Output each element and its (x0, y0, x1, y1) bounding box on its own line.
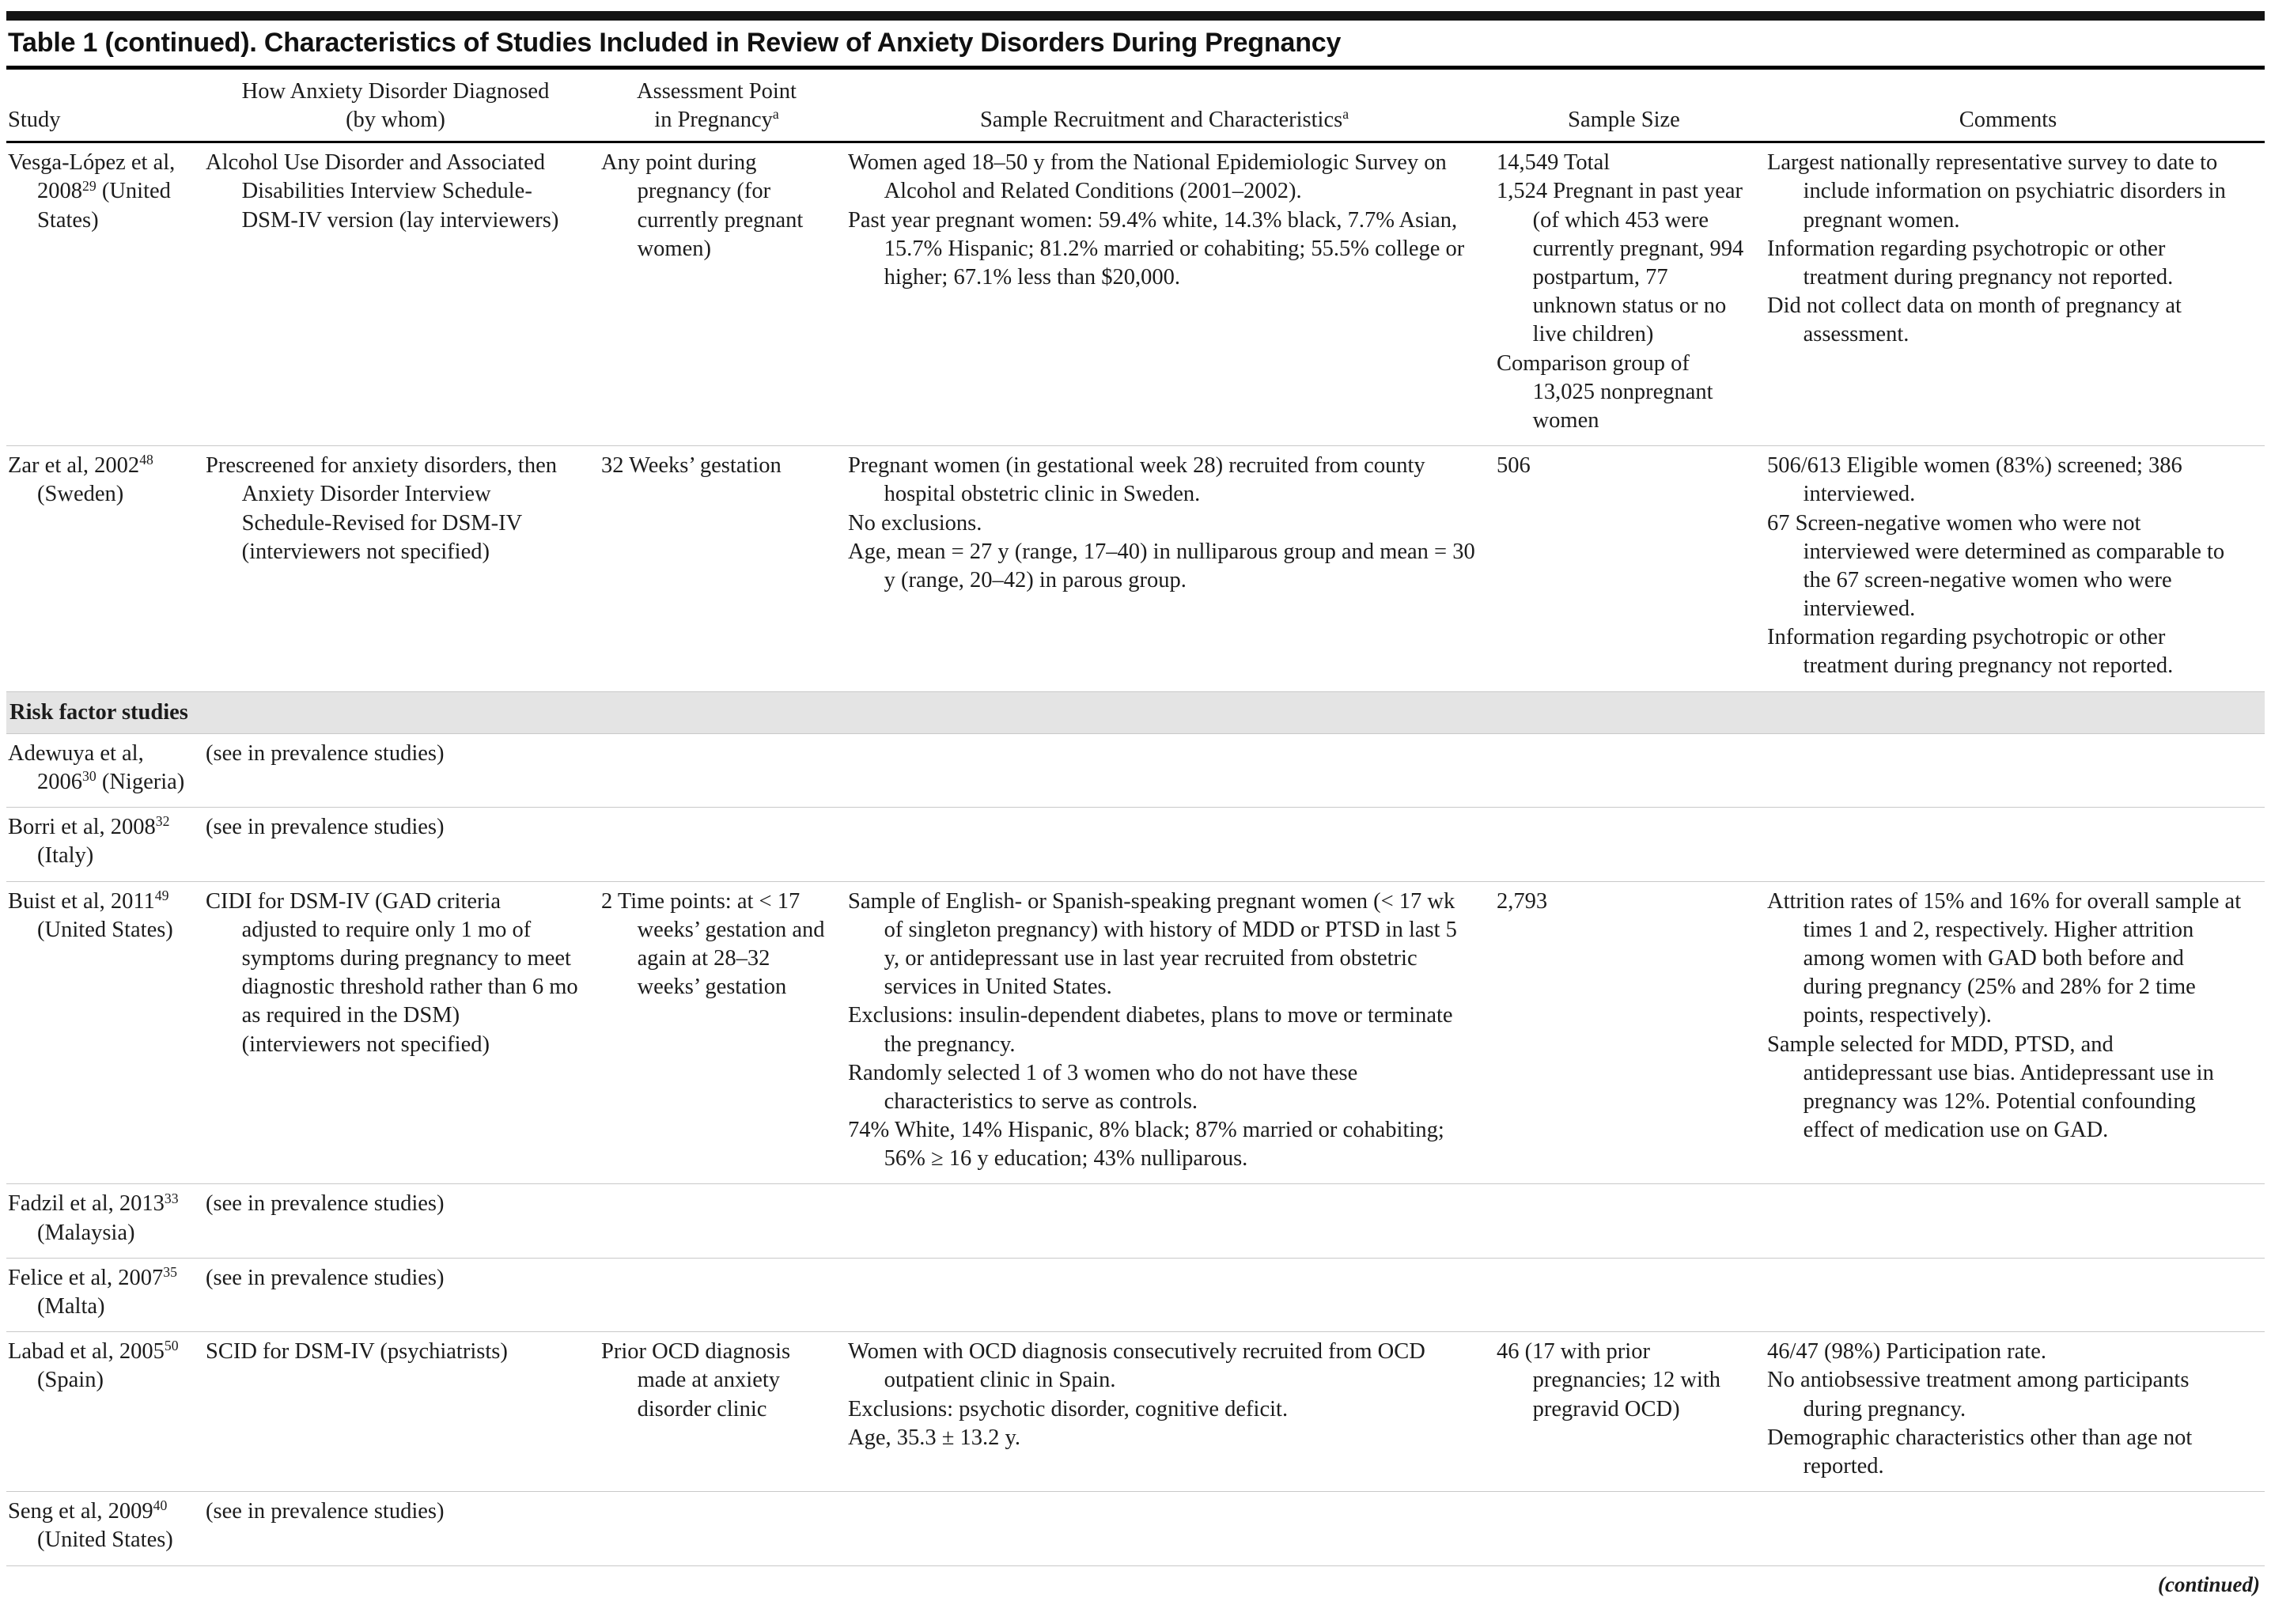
table-header (6, 70, 2265, 142)
cell-study (6, 1258, 206, 1331)
cell-comments (1767, 1184, 2265, 1258)
cell-sample_size (1497, 1184, 1767, 1258)
text-run: Borri et al, 2008 (8, 815, 156, 840)
text-run: (Spain) (37, 1368, 104, 1393)
text-run: (see in prevalence studies) (206, 1499, 445, 1524)
paragraph (601, 149, 827, 263)
header-line (601, 106, 832, 134)
cell-assessment (601, 881, 848, 1184)
cell-assessment (601, 733, 848, 807)
cell-recruitment (848, 1492, 1497, 1565)
header-line (206, 106, 585, 134)
superscript: 49 (154, 887, 169, 903)
text-run: SCID for (206, 1339, 295, 1365)
text-run: 14,549 Total (1497, 150, 1611, 176)
paragraph (601, 452, 827, 480)
text-run: No antiobsessive treatment among participants during pregnancy. (1767, 1368, 2190, 1421)
cell-study (6, 142, 206, 446)
paragraph (1497, 452, 1747, 480)
section-row (6, 691, 2265, 733)
text-run: Past year pregnant women: 59.4% white, 14.3% black, 7.7% Asian, 15.7% Hispanic; 81.2% married or cohabiting; 55.5% college or higher; 67.1% less than $20,000. (848, 207, 1465, 290)
paragraph (848, 149, 1476, 206)
paragraph (8, 1338, 198, 1395)
text-run: Pregnant women (in gestational week 28) recruited from county hospital obstetric clinic in Sweden. (848, 453, 1425, 507)
cell-diagnosed (206, 733, 601, 807)
text-run: Prescreened for anxiety disorders, then Anxiety Disorder Interview Schedule-Revised for (206, 453, 557, 536)
cell-study (6, 733, 206, 807)
cell-assessment (601, 446, 848, 692)
text-run: Prior OCD diagnosis made at anxiety disorder clinic (601, 1339, 791, 1421)
superscript: 30 (82, 768, 97, 785)
paragraph (8, 1497, 198, 1554)
text-run: Information regarding psychotropic or other treatment during pregnancy not reported. (1767, 625, 2174, 679)
italic-text: DSM-IV (441, 510, 522, 536)
header-line (1497, 106, 1751, 134)
paragraph (1767, 292, 2244, 349)
paragraph (206, 1497, 581, 1526)
paragraph (848, 206, 1476, 293)
cell-study (6, 1184, 206, 1258)
header-line (206, 78, 585, 106)
column-header-diagnosed (206, 70, 601, 142)
paragraph (1497, 149, 1747, 177)
paragraph (848, 1424, 1476, 1452)
cell-assessment (601, 1332, 848, 1492)
cell-comments (1767, 1258, 2265, 1331)
paragraph (206, 888, 581, 1059)
cell-recruitment (848, 142, 1497, 446)
text-run: Information regarding psychotropic or other treatment during pregnancy not reported. (1767, 236, 2174, 290)
paragraph (848, 1395, 1476, 1424)
paragraph (848, 1001, 1476, 1058)
paragraph (848, 538, 1476, 595)
table-row (6, 1492, 2265, 1565)
paragraph (601, 1338, 827, 1424)
table-row (6, 142, 2265, 446)
studies-table (6, 70, 2265, 1565)
paragraph (848, 1338, 1476, 1395)
table-row (6, 881, 2265, 1184)
text-run: Exclusions: insulin-dependent diabetes, plans to move or terminate the pregnancy. (848, 1003, 1453, 1057)
cell-assessment (601, 808, 848, 881)
superscript: a (1342, 105, 1349, 122)
cell-recruitment (848, 733, 1497, 807)
text-run: Seng et al, 2009 (8, 1499, 153, 1524)
cell-assessment (601, 142, 848, 446)
text-run: 2,793 (1497, 888, 1548, 914)
paragraph (848, 452, 1476, 509)
text-run: (see in prevalence studies) (206, 1191, 445, 1217)
paragraph (848, 1116, 1476, 1173)
text-run: Any point during pregnancy (for currently pregnant women) (601, 150, 804, 261)
cell-diagnosed (206, 1184, 601, 1258)
cell-recruitment (848, 1184, 1497, 1258)
text-run: Vesga-López et al, 2008 (8, 150, 176, 204)
paragraph (206, 813, 581, 842)
text-run: Alcohol Use Disorder and Associated Disabilities Interview Schedule- (206, 150, 545, 204)
cell-diagnosed (206, 881, 601, 1184)
cell-sample_size (1497, 1492, 1767, 1565)
paragraph (8, 1264, 198, 1321)
text-run: Assessment Point (637, 79, 797, 104)
text-run: Felice et al, 2007 (8, 1265, 164, 1290)
text-run: 74% White, 14% Hispanic, 8% black; 87% married or cohabiting; 56% ≥ 16 y education; 43% nulliparous. (848, 1118, 1444, 1172)
text-run: Adewuya et al, 2006 (8, 740, 144, 794)
paragraph (848, 888, 1476, 1002)
cell-sample_size (1497, 446, 1767, 692)
superscript: 50 (164, 1338, 179, 1354)
superscript: 33 (164, 1190, 179, 1206)
paragraph (1767, 888, 2244, 1031)
text-run: Demographic characteristics other than age not reported. (1767, 1425, 2193, 1478)
paragraph (1767, 1031, 2244, 1145)
text-run: (see in prevalence studies) (206, 1265, 445, 1290)
text-run: Randomly selected 1 of 3 women who do not have these characteristics to serve as controls. (848, 1060, 1358, 1114)
italic-text: DSM-IV (290, 888, 369, 914)
text-run: Sample Size (1568, 107, 1680, 132)
paragraph (1497, 177, 1747, 349)
paragraph (1497, 1338, 1747, 1424)
cell-comments (1767, 1332, 2265, 1492)
cell-study (6, 808, 206, 881)
cell-comments (1767, 142, 2265, 446)
paragraph (601, 888, 827, 1002)
cell-comments (1767, 446, 2265, 692)
text-run: (Nigeria) (96, 770, 185, 794)
text-run: Age, 35.3 ± 13.2 y. (848, 1425, 1021, 1450)
header-line (1767, 106, 2249, 134)
header-line (8, 106, 190, 134)
paragraph (1767, 509, 2244, 624)
text-run: version (lay interviewers) (321, 207, 559, 233)
text-run: (United States) (37, 1527, 173, 1553)
text-run: in Pregnancy (654, 107, 773, 132)
cell-study (6, 446, 206, 692)
cell-sample_size (1497, 1332, 1767, 1492)
paragraph (1767, 1424, 2244, 1481)
column-header-assessment (601, 70, 848, 142)
continued-note: (continued) (6, 1565, 2265, 1597)
text-run: 1,524 Pregnant in past year (of which 453 were currently pregnant, 994 postpartum, 77 unknown status or no live children) (1497, 179, 1744, 347)
superscript: 32 (155, 813, 170, 830)
cell-sample_size (1497, 1258, 1767, 1331)
cell-study (6, 1332, 206, 1492)
text-run: Did not collect data on month of pregnancy at assessment. (1767, 293, 2182, 347)
text-run: 46 (17 with prior pregnancies; 12 with pregravid OCD) (1497, 1339, 1721, 1421)
text-run: 67 Screen-negative women who were not interviewed were determined as comparable to the 67 screen-negative women who were interviewed. (1767, 510, 2225, 622)
header-line (848, 106, 1481, 134)
paragraph (8, 888, 198, 944)
top-bar (6, 11, 2265, 21)
paragraph (1767, 149, 2244, 235)
cell-recruitment (848, 881, 1497, 1184)
italic-text: DSM-IV (241, 207, 322, 233)
text-run: (United States) (37, 179, 171, 233)
text-run: (see in prevalence studies) (206, 815, 445, 840)
cell-comments (1767, 881, 2265, 1184)
paragraph (206, 1338, 581, 1366)
paragraph (206, 740, 581, 768)
cell-comments (1767, 733, 2265, 807)
cell-recruitment (848, 1332, 1497, 1492)
italic-text: DSM-IV (294, 1339, 375, 1365)
cell-sample_size (1497, 808, 1767, 881)
cell-diagnosed (206, 1332, 601, 1492)
cell-study (6, 881, 206, 1184)
cell-study (6, 1492, 206, 1565)
cell-sample_size (1497, 733, 1767, 807)
text-run: Women with OCD diagnosis consecutively recruited from OCD outpatient clinic in Spain. (848, 1339, 1425, 1393)
text-run: Sample selected for MDD, PTSD, and antidepressant use bias. Antidepressant use in pregnancy was 12%. Potential confounding effect of medication use on GAD. (1767, 1032, 2214, 1143)
table-title: Table 1 (continued). Characteristics of Studies Included in Review of Anxiety Disorders During Pregnancy (6, 26, 2265, 70)
text-run: 2 Time points: at < 17 weeks’ gestation and again at 28–32 weeks’ gestation (601, 888, 825, 1000)
paragraph (1767, 623, 2244, 680)
text-run: (Sweden) (37, 482, 124, 507)
table-row (6, 446, 2265, 692)
paragraph (1497, 888, 1747, 916)
paragraph (8, 813, 198, 870)
cell-recruitment (848, 1258, 1497, 1331)
superscript: 40 (153, 1497, 168, 1514)
section-label: Risk factor studies (6, 691, 2265, 733)
superscript: 35 (163, 1264, 177, 1281)
text-run: Labad et al, 2005 (8, 1339, 165, 1365)
text-run: Sample of English- or Spanish-speaking pregnant women (< 17 wk of singleton pregnancy) with history of MDD or PTSD in last 5 y, or antidepressant use in last year recruited from obstetric services in United States. (848, 888, 1457, 1000)
superscript: 48 (139, 452, 153, 468)
cell-diagnosed (206, 446, 601, 692)
column-header-sample_size (1497, 70, 1767, 142)
paragraph (206, 1264, 581, 1293)
table-row (6, 1258, 2265, 1331)
text-run: (Italy) (37, 843, 94, 869)
text-run: CIDI for (206, 888, 290, 914)
paragraph (1767, 1366, 2244, 1423)
column-header-recruitment (848, 70, 1497, 142)
text-run: (GAD criteria adjusted to require only 1 mo of symptoms during pregnancy to meet diagnostic threshold rather than 6 mo as required in the (241, 888, 578, 1028)
text-run: Women aged 18–50 y from the National Epidemiologic Survey on Alcohol and Related Conditions (2001–2002). (848, 150, 1447, 204)
text-run: Zar et al, 2002 (8, 453, 140, 479)
paragraph (1497, 350, 1747, 436)
text-run: (interviewers not specified) (241, 539, 490, 564)
paragraph (8, 452, 198, 509)
text-run: 32 Weeks’ gestation (601, 453, 782, 479)
table-row (6, 808, 2265, 881)
text-run: Sample Recruitment and Characteristics (979, 107, 1343, 132)
cell-recruitment (848, 808, 1497, 881)
text-run: How Anxiety Disorder Diagnosed (241, 79, 550, 104)
paragraph (206, 1190, 581, 1218)
paragraph (8, 1190, 198, 1247)
paragraph (1767, 452, 2244, 509)
text-run: Comments (1959, 107, 2057, 132)
text-run: (Malta) (37, 1294, 105, 1319)
text-run: Exclusions: psychotic disorder, cognitive deficit. (848, 1396, 1289, 1421)
superscript: 29 (82, 177, 97, 194)
paragraph (206, 149, 581, 235)
paragraph (8, 149, 198, 235)
text-run: Study (8, 107, 61, 132)
cell-diagnosed (206, 1258, 601, 1331)
table-row (6, 1184, 2265, 1258)
italic-text: DSM (403, 1003, 452, 1028)
text-run: Fadzil et al, 2013 (8, 1191, 165, 1217)
text-run: 506 (1497, 453, 1531, 479)
text-run: Comparison group of 13,025 nonpregnant women (1497, 350, 1713, 433)
header-row (6, 70, 2265, 142)
column-header-comments (1767, 70, 2265, 142)
table-row (6, 1332, 2265, 1492)
text-run: 506/613 Eligible women (83%) screened; 386 interviewed. (1767, 453, 2182, 507)
cell-diagnosed (206, 1492, 601, 1565)
text-run: (Malaysia) (37, 1220, 135, 1245)
text-run: Age, mean = 27 y (range, 17–40) in nulliparous group and mean = 30 y (range, 20–42) in parous group. (848, 539, 1475, 592)
text-run: (United States) (37, 917, 173, 942)
paragraph (848, 509, 1476, 538)
column-header-study (6, 70, 206, 142)
superscript: a (772, 105, 779, 122)
cell-assessment (601, 1258, 848, 1331)
cell-recruitment (848, 446, 1497, 692)
cell-sample_size (1497, 881, 1767, 1184)
cell-comments (1767, 808, 2265, 881)
text-run: (see in prevalence studies) (206, 740, 445, 766)
cell-assessment (601, 1492, 848, 1565)
text-run: (psychiatrists) (374, 1339, 508, 1365)
cell-assessment (601, 1184, 848, 1258)
cell-diagnosed (206, 808, 601, 881)
paragraph (848, 1059, 1476, 1116)
text-run: ) (interviewers not specified) (241, 1003, 490, 1057)
text-run: Buist et al, 2011 (8, 888, 155, 914)
text-run: (by whom) (346, 107, 445, 132)
cell-comments (1767, 1492, 2265, 1565)
header-line (601, 78, 832, 106)
text-run: No exclusions. (848, 510, 982, 536)
table-row (6, 733, 2265, 807)
paragraph (206, 452, 581, 566)
cell-sample_size (1497, 142, 1767, 446)
paragraph (1767, 235, 2244, 292)
text-run: Attrition rates of 15% and 16% for overall sample at times 1 and 2, respectively. Higher attrition among women with GAD both before and during pregnancy (25% and 28% for 2 time points, respectively). (1767, 888, 2242, 1028)
text-run: 46/47 (98%) Participation rate. (1767, 1339, 2046, 1365)
table-body (6, 142, 2265, 1565)
paragraph (8, 740, 198, 797)
paragraph (1767, 1338, 2244, 1366)
text-run: Largest nationally representative survey to date to include information on psychiatric disorders in pregnant women. (1767, 150, 2226, 233)
cell-diagnosed (206, 142, 601, 446)
